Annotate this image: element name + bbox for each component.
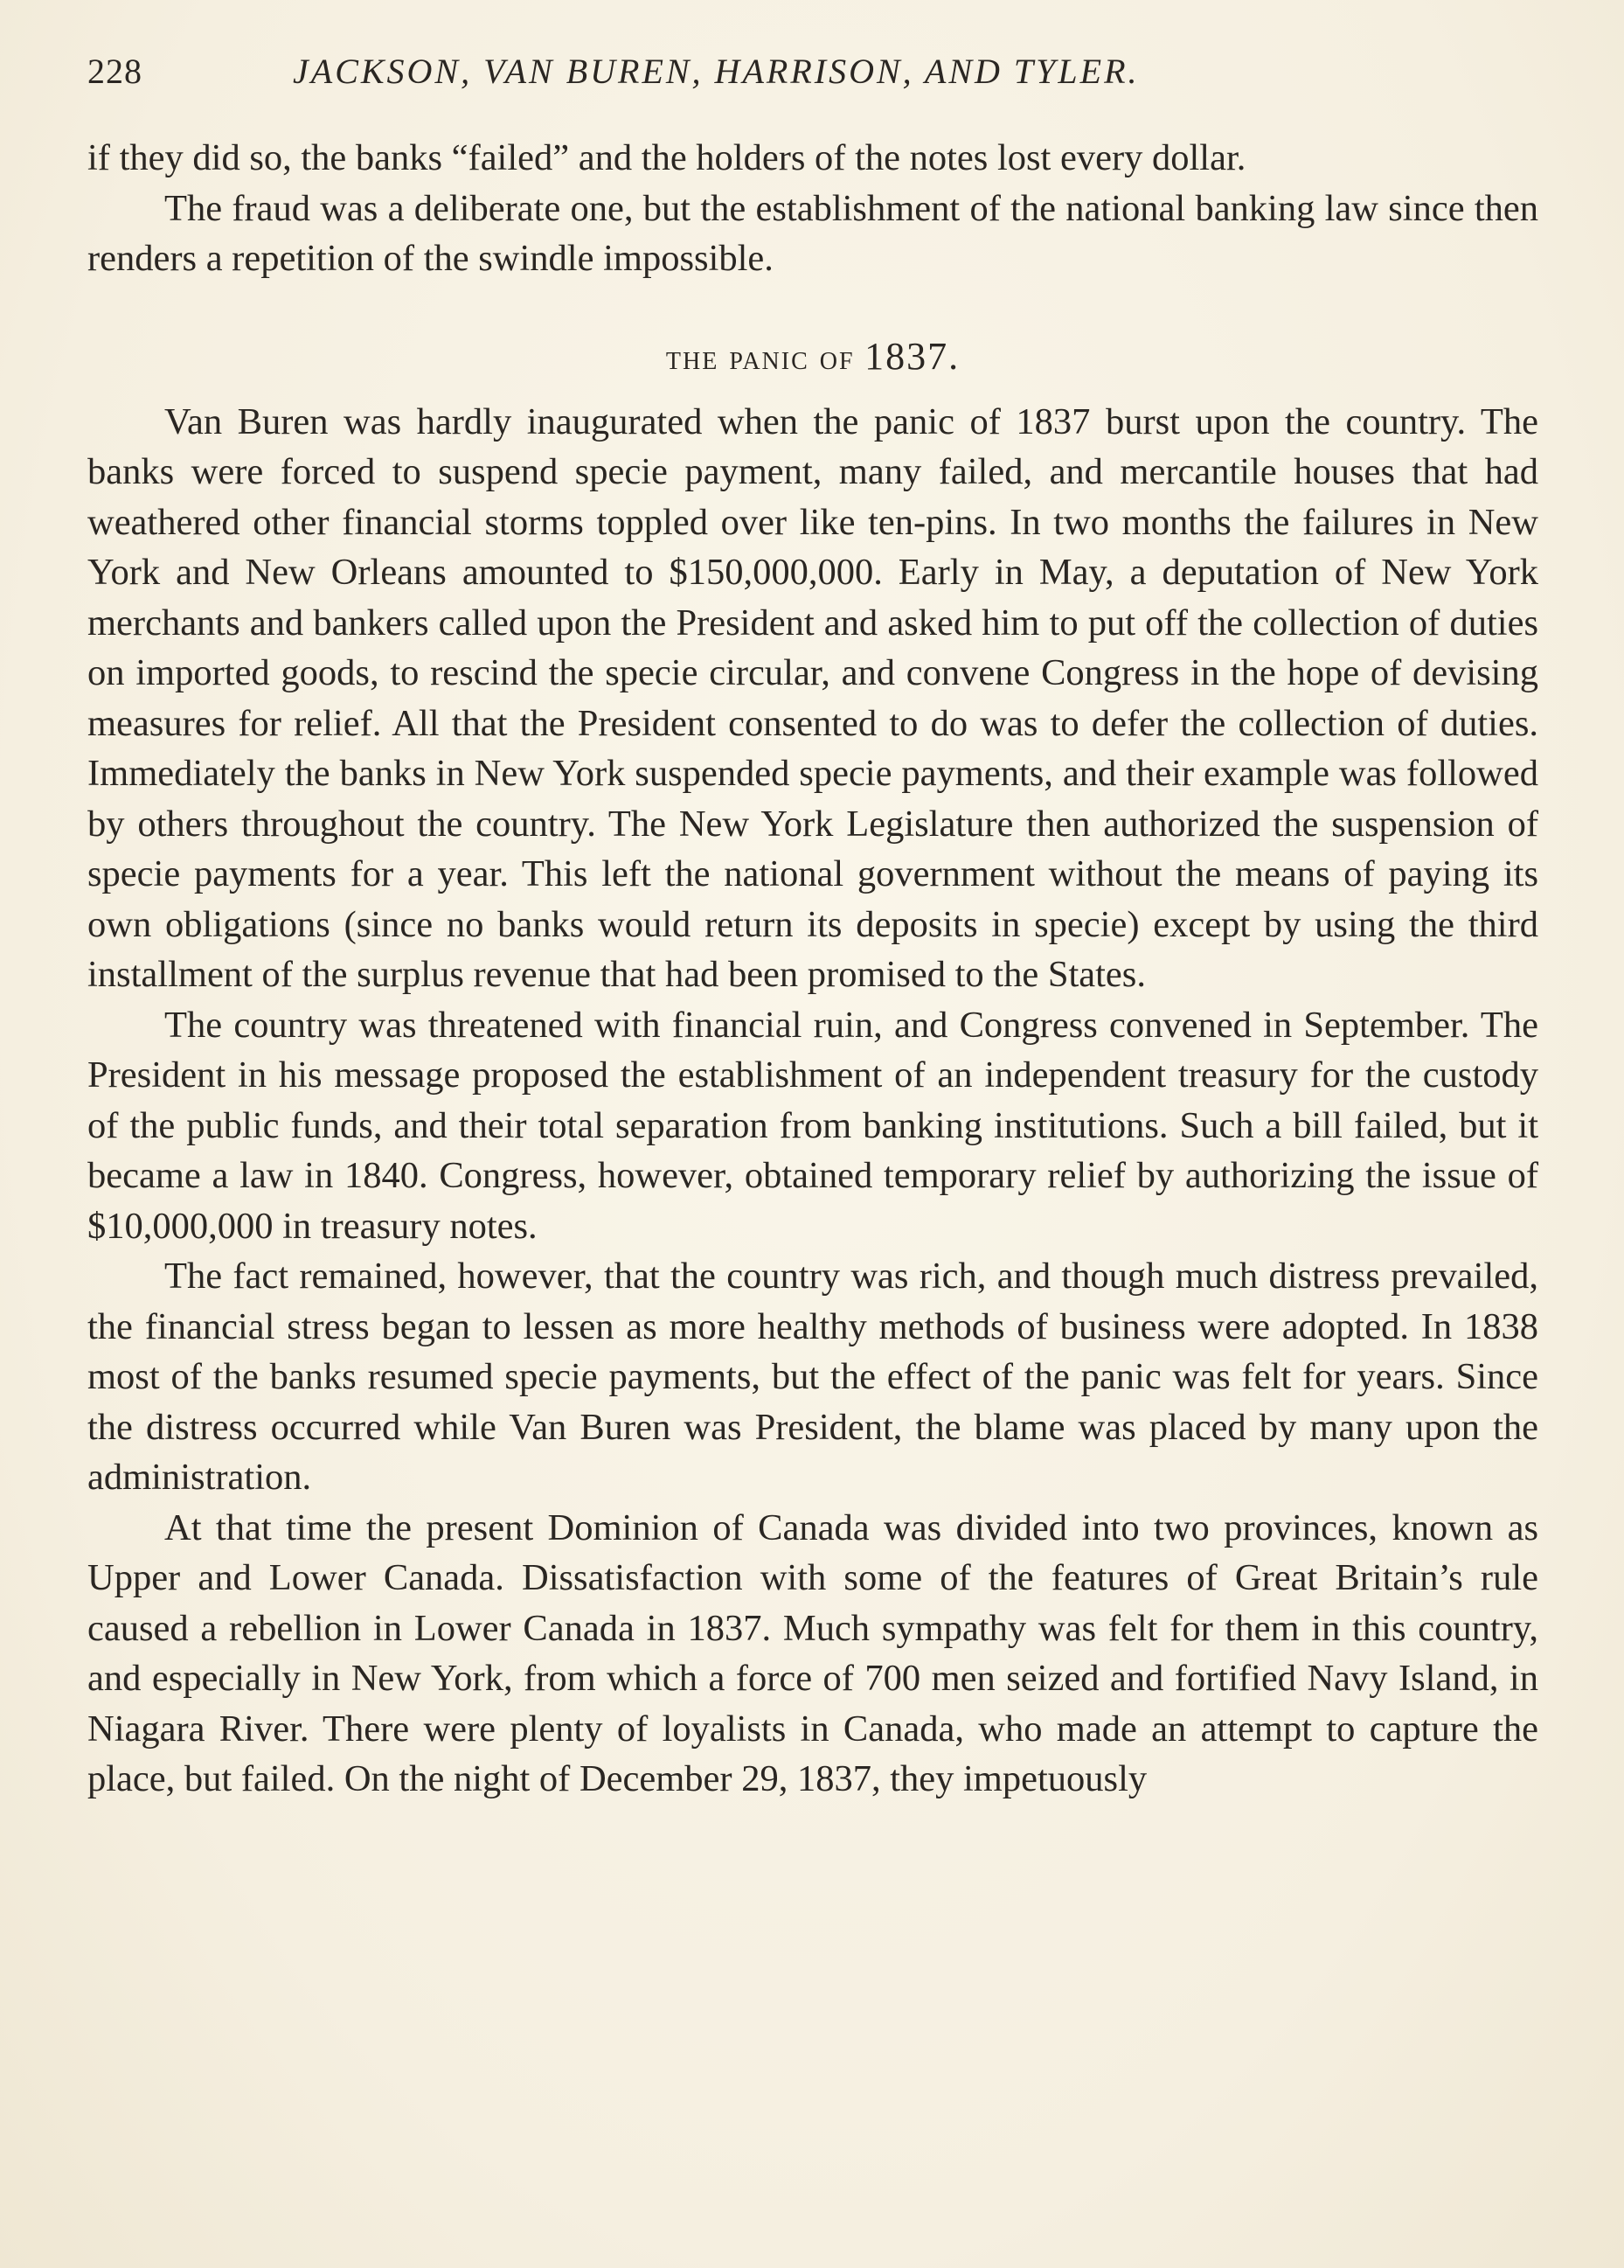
- section-heading: [87, 332, 1538, 383]
- paragraph-panic: Van Buren was hardly inaugurated when the panic of 1837 burst upon the country. The banks were forced to suspend specie payment, many failed, and mercantile houses that had weathered other financial storms toppled over like ten-pins. In two months the failures in New York and New Orleans amounted to $150,000,000. Early in May, a deputation of New York merchants and bankers called upon the President and asked him to put off the collection of duties on imported goods, to rescind the specie circular, and convene Congress in the hope of devising measures for relief. All that the President consented to do was to defer the collection of duties. Immediately the banks in New York suspended specie payments, and their example was followed by others throughout the country. The New York Legislature then authorized the suspension of specie payments for a year. This left the national government without the means of paying its own obligations (since no banks would return its deposits in specie) except by using the third installment of the surplus revenue that had been promised to the States.: [87, 400, 1538, 995]
- paragraph-canada: At that time the present Dominion of Canada was divided into two provinces, known as Upper and Lower Canada. Dissatisfaction with some of the features of Great Britain’s rule caused a rebellion in Lower Canada in 1837. Much sympathy was felt for them in this country, and especially in New York, from which a force of 700 men seized and fortified Navy Island, in Niagara River. There were plenty of loyalists in Canada, who made an attempt to capture the place, but failed. On the night of December 29, 1837, they impetuously: [87, 1506, 1538, 1799]
- page-number: 228: [87, 52, 142, 91]
- running-title: JACKSON, VAN BUREN, HARRISON, AND TYLER.: [293, 52, 1140, 91]
- paragraph-continuation: if they did so, the banks “failed” and the holders of the notes lost every dollar.: [87, 137, 1246, 178]
- paragraph-fraud: The fraud was a deliberate one, but the establishment of the national banking law since then renders a repetition of the swindle impossible.: [87, 187, 1538, 279]
- body-text: [87, 133, 1538, 1805]
- paragraph-congress: The country was threatened with financial ruin, and Congress convened in September. The President in his message proposed the establishment of an independent treasury for the custody of the public funds, and their total separation from banking institutions. Such a bill failed, but it became a law in 1840. Congress, however, obtained temporary relief by authorizing the issue of $10,000,000 in treasury notes.: [87, 1004, 1538, 1247]
- section-heading-year: 1837.: [864, 334, 961, 378]
- running-head: [87, 51, 1538, 103]
- paragraph-recovery: The fact remained, however, that the country was rich, and though much distress prevailed, the financial stress began to lessen as more healthy methods of business were adopted. In 1838 most of the banks resumed specie payments, but the effect of the panic was felt for years. Since the distress occurred while Van Buren was President, the blame was placed by many upon the administration.: [87, 1256, 1538, 1498]
- section-heading-words: the panic of: [665, 337, 855, 377]
